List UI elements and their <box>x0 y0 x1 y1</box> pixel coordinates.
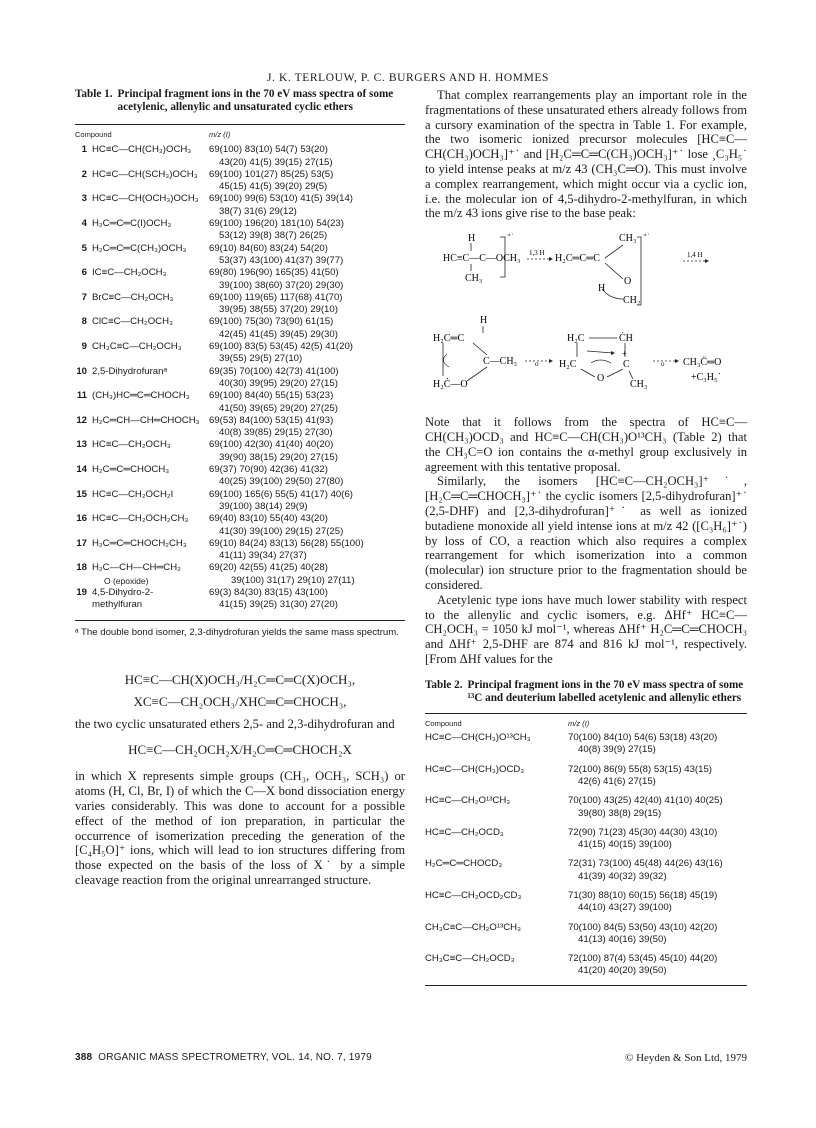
m3-h2c-top: H₂C═C <box>433 333 465 345</box>
row-number: 15 <box>76 488 87 500</box>
mz-cell: 72(100) 86(9) 55(8) 53(15) 43(15) <box>568 763 712 775</box>
table-row-continuation <box>425 965 747 977</box>
mz-cell: 71(30) 88(10) 60(15) 56(18) 45(19) <box>568 889 718 901</box>
product-2: +C₃H₅˙ <box>691 372 721 384</box>
compound-cell: CH₃C≡C—CH₂OCH₃ <box>92 341 182 353</box>
mz-cell-continued: 40(25) 39(100) 29(50) 27(80) <box>219 476 344 488</box>
mz-cell: 69(100) 99(6) 53(10) 41(5) 39(14) <box>209 193 353 205</box>
mz-cell: 69(100) 75(30) 73(90) 61(15) <box>209 316 334 328</box>
table-row-continuation <box>75 378 405 390</box>
arrow1-label: 1,3 H <box>529 249 545 258</box>
compound-cell: HC≡C—CH(CH₃)O¹³CH₃ <box>425 732 531 744</box>
row-number: 9 <box>81 341 87 353</box>
row-number: 18 <box>76 562 87 574</box>
table-row-continuation <box>75 427 405 439</box>
compound-cell: HC≡C—CH₂OCH₂CH₃ <box>92 513 189 525</box>
mz-cell-continued: 39(100) 38(60) 37(20) 29(30) <box>219 279 344 291</box>
compound-cell: H₂C═C═CHOCH₂CH₃ <box>92 537 187 549</box>
table-row <box>75 390 405 402</box>
table-row <box>75 439 405 451</box>
table-row <box>75 538 405 550</box>
mz-cell-continued: 42(6) 41(6) 27(15) <box>578 775 656 787</box>
arrow3-marker: o <box>535 360 539 369</box>
row-number: 14 <box>76 464 87 476</box>
mz-cell-continued: 39(90) 38(15) 29(20) 27(15) <box>219 451 338 463</box>
mz-cell-continued: 38(7) 31(6) 29(12) <box>219 205 297 217</box>
row-number: 4 <box>81 218 87 230</box>
row-number: 16 <box>76 513 87 525</box>
row-number-spacer <box>75 206 92 218</box>
compound-cell-continued <box>92 280 209 292</box>
compound-cell-continued <box>92 526 209 538</box>
formula-3: HC≡C—CH₂OCH₂X/H₂C═C═CHOCH₂X <box>128 742 352 758</box>
compound-cell-continued <box>92 353 209 365</box>
table-row <box>425 764 747 776</box>
compound-cell-continued <box>92 304 209 316</box>
compound-cell: HC≡C—CH₂O¹³CH₃ <box>425 795 511 807</box>
table-row-continuation <box>425 839 747 851</box>
compound-cell: 2,5-Dihydrofuranᵃ <box>92 365 168 377</box>
m2-charge: ⁺˙ <box>643 232 650 242</box>
m1-top-h: H <box>468 233 476 245</box>
mz-cell-continued: 41(20) 40(20) 39(50) <box>578 965 667 977</box>
mz-cell: 69(80) 196(90) 165(35) 41(50) <box>209 267 339 279</box>
mz-cell-continued: 53(12) 39(8) 38(7) 26(25) <box>219 230 328 242</box>
mz-cell-continued: 41(39) 40(32) 39(32) <box>578 870 667 882</box>
row-number-spacer <box>75 501 92 513</box>
formula-1: HC≡C—CH(X)OCH₃/H₂C═C═C(X)OCH₃, <box>124 671 356 687</box>
compound-cell: H₂C═C═CHOCH₃ <box>92 464 170 476</box>
compound-cell: HC≡C—CH(CH₃)OCD₃ <box>425 763 525 775</box>
table-row <box>75 587 405 599</box>
row-number: 10 <box>76 365 87 377</box>
mz-cell-continued: 44(10) 43(27) 39(100) <box>578 902 672 914</box>
compound-cell-continued <box>92 550 209 562</box>
row-number: 13 <box>76 439 87 451</box>
compound-cell-spacer <box>425 808 568 820</box>
table-row-continuation <box>425 776 747 788</box>
compound-cell: HC≡C—CH(SCH₃)OCH₃ <box>92 168 198 180</box>
arrow2-label: 1,4 H <box>687 251 703 260</box>
table2-body <box>425 732 747 978</box>
table-row <box>75 144 405 156</box>
table1 <box>75 125 405 612</box>
compound-cell: IC≡C—CH₂OCH₃ <box>92 267 167 279</box>
row-number-spacer <box>75 403 92 415</box>
table-row-continuation <box>75 353 405 365</box>
compound-cell: CH₃C≡C—CH₂OCD₃ <box>425 953 515 965</box>
row-number-spacer <box>75 550 92 562</box>
row-number: 12 <box>76 414 87 426</box>
mz-cell-continued: 40(8) 39(9) 27(15) <box>578 744 656 756</box>
table-row-continuation <box>75 230 405 242</box>
compound-cell: HC≡C—CH₂OCD₃ <box>425 826 504 838</box>
row-number: 6 <box>81 267 87 279</box>
compound-cell-continued <box>92 329 209 341</box>
mz-cell-continued: 41(50) 39(65) 29(20) 27(25) <box>219 402 338 414</box>
mz-cell: 72(31) 73(100) 45(48) 44(26) 43(16) <box>568 858 723 870</box>
table-row-continuation <box>75 157 405 169</box>
m1-charge: ⁺˙ <box>507 232 514 242</box>
compound-cell: HC≡C—CH₂OCH₃ <box>92 439 171 451</box>
m3-h: H <box>480 315 488 327</box>
table1-caption-text: Principal fragment ions in the 70 eV mass spectra of some acetylenic, allenylic and unsaturated cyclic ethers <box>117 88 394 113</box>
row-number-spacer <box>75 526 92 538</box>
table2-caption <box>425 679 747 705</box>
row-number: 2 <box>81 168 87 180</box>
row-number: 1 <box>81 144 87 156</box>
row-number-spacer <box>75 476 92 488</box>
mz-cell-continued: 43(20) 41(5) 39(15) 27(15) <box>219 156 333 168</box>
mz-cell-continued: 42(45) 41(45) 39(45) 29(30) <box>219 328 338 340</box>
table-row-continuation <box>75 280 405 292</box>
compound-cell-spacer <box>425 776 568 788</box>
scheme-svg <box>425 229 747 409</box>
compound-cell: BrC≡C—CH₂OCH₃ <box>92 291 174 303</box>
compound-cell: H₂C═CH—CH═CHOCH₃ <box>92 414 200 426</box>
table-row <box>75 316 405 328</box>
compound-cell-continued: methylfuran <box>92 599 143 611</box>
table2-header <box>425 714 747 732</box>
table-row-continuation <box>75 181 405 193</box>
row-number: 19 <box>76 586 87 598</box>
table-row <box>75 489 405 501</box>
compound-cell-continued <box>92 403 209 415</box>
m4-c: C <box>623 359 630 371</box>
mz-cell: 69(10) 84(60) 83(24) 54(20) <box>209 242 328 254</box>
mz-cell-continued: 53(37) 43(100) 41(37) 39(77) <box>219 254 344 266</box>
copyright: © Heyden & Son Ltd, 1979 <box>624 1052 747 1064</box>
table1-body <box>75 144 405 611</box>
mz-cell-continued: 39(80) 38(8) 29(15) <box>578 807 662 819</box>
compound-cell-continued <box>92 427 209 439</box>
mz-cell-continued: 41(13) 40(16) 39(50) <box>578 933 667 945</box>
compound-cell-spacer <box>425 965 568 977</box>
table2 <box>425 714 747 978</box>
table-row-continuation <box>75 550 405 562</box>
footer-left <box>75 1052 372 1063</box>
mz-cell: 69(100) 119(65) 117(68) 41(70) <box>209 291 343 303</box>
table1-col-compound: Compound <box>75 130 112 139</box>
row-number-spacer <box>75 599 92 611</box>
mz-cell: 69(100) 83(10) 54(7) 53(20) <box>209 144 328 156</box>
table-row-continuation <box>75 599 405 611</box>
compound-cell: 4,5-Dihydro-2- <box>92 586 154 598</box>
mz-cell-continued: 41(30) 39(100) 29(15) 27(25) <box>219 525 344 537</box>
table-row <box>75 243 405 255</box>
formula-2: XC≡C—CH₂OCH₃/XHC═C═CHOCH₃, <box>133 693 347 709</box>
compound-cell: ClC≡C—CH₂OCH₃ <box>92 316 173 328</box>
compound-cell-continued <box>92 181 209 193</box>
row-number-spacer <box>75 255 92 267</box>
table-row <box>75 169 405 181</box>
table-row <box>425 922 747 934</box>
row-number: 5 <box>81 242 87 254</box>
table-row-continuation <box>425 744 747 756</box>
table1-label: Table 1. <box>75 88 113 100</box>
compound-cell-spacer <box>425 871 568 883</box>
mz-cell-continued: 40(30) 39(95) 29(20) 27(15) <box>219 377 338 389</box>
m2-o: O <box>624 276 632 288</box>
right-paragraph-4: Acetylenic type ions have much lower stability with respect to the allenylic and cyclic isomers, e.g. ΔHf⁺ HC≡C—CH₂OCH₃ = 1050 kJ mol⁻¹, whereas ΔHf⁺ H₂C═C═CHOCH₃ and ΔHf⁺ 2,5-DHF are 874 and 816 kJ mol⁻¹, respectively. [From ΔHf values for the <box>425 592 747 666</box>
mz-cell: 72(90) 71(23) 45(30) 44(30) 43(10) <box>568 826 718 838</box>
table-row-continuation <box>75 575 405 587</box>
row-number: 7 <box>81 291 87 303</box>
compound-cell-continued <box>92 501 209 513</box>
mz-cell: 69(100) 42(30) 41(40) 40(20) <box>209 439 334 451</box>
compound-cell-continued <box>92 255 209 267</box>
row-number: 17 <box>76 537 87 549</box>
table-row <box>75 267 405 279</box>
table-row <box>425 890 747 902</box>
mz-cell: 69(100) 83(5) 53(45) 42(5) 41(20) <box>209 341 353 353</box>
compound-cell-spacer <box>425 839 568 851</box>
m4-h2c-low: H₂C <box>559 359 577 371</box>
table-row-continuation <box>75 403 405 415</box>
compound-cell: HC≡C—CH₂OCH₂I <box>92 488 174 500</box>
mz-cell-continued: 39(100) 31(17) 29(10) 27(11) <box>231 574 355 586</box>
table2-caption-text: Principal fragment ions in the 70 eV mass spectra of some ¹³C and deuterium labelled acetylenic and allenylic ethers <box>467 678 744 704</box>
compound-cell: (CH₃)HC═C═CHOCH₃ <box>92 390 190 402</box>
compound-cell: HC≡C—CH₂OCD₂CD₃ <box>425 889 522 901</box>
left-paragraph-1: the two cyclic unsaturated ethers 2,5- and 2,3-dihydrofuran and <box>75 716 395 731</box>
right-paragraph-1: That complex rearrangements play an important role in the fragmentations of these unsaturated ethers already follows from a cursory examination of the spectra in Table 1. For example, the two isomeric ionized precursor molecules [HC≡C—CH(CH₃)OCH₃]⁺˙ and [H₂C═C═C(CH₃)OCH₃]⁺˙ lose ¸C₃H₅˙ to yield intense peaks at m/z 43 (CH₃C═O). This must involve a complex rearrangement, which might occur via a cyclic ion, i.e. the molecular ion of 4,5-dihydro-2-methylfuran, in which the m/z 43 ions give rise to the base peak: <box>425 88 747 221</box>
left-paragraph-2: in which X represents simple groups (CH₃, OCH₃, SCH₃) or atoms (H, Cl, Br, I) of which the C—X bond dissociation energy varies considerably. This was done to account for a possible effect of the method of ion preparation, in particular the occurrence of isomerization preceding the generation of the [C₄H₅O]⁺ ions, which will lead to ion structures differing from those expected on the basis of the loss of X˙ by a simple cleavage reaction from the original unrearranged structure. <box>75 769 405 887</box>
mz-cell-continued: 39(95) 38(55) 37(20) 29(10) <box>219 304 338 316</box>
row-number-spacer <box>75 280 92 292</box>
m4-ch3: CH₃ <box>630 379 648 391</box>
table-row <box>425 953 747 965</box>
journal-name: ORGANIC MASS SPECTROMETRY, VOL. 14, NO. 7, 1979 <box>98 1052 372 1063</box>
m2-ch2: CH₂ <box>623 295 641 307</box>
table-row <box>75 464 405 476</box>
left-column <box>75 88 405 888</box>
mz-cell: 69(53) 84(100) 53(15) 41(93) <box>209 414 334 426</box>
mz-cell: 72(100) 87(4) 53(45) 45(10) 44(20) <box>568 953 718 965</box>
table2-col-mz: m/z (I) <box>568 718 590 728</box>
table-row <box>425 827 747 839</box>
table-row-continuation <box>425 902 747 914</box>
page-number: 388 <box>75 1052 93 1063</box>
compound-cell-continued <box>92 452 209 464</box>
row-number: 3 <box>81 193 87 205</box>
mz-cell-continued: 45(15) 41(5) 39(20) 29(5) <box>219 181 328 193</box>
mz-cell: 69(20) 42(55) 41(25) 40(28) <box>209 562 328 574</box>
row-number: 8 <box>81 316 87 328</box>
mz-cell: 69(35) 70(100) 42(73) 41(100) <box>209 365 339 377</box>
m1-ch3: CH₃ <box>465 273 483 285</box>
compound-cell: H₂C═C═CHOCD₃ <box>425 858 503 870</box>
compound-cell: H₂C═C═C(I)OCH₃ <box>92 218 172 230</box>
table1-bottom-rule <box>75 620 405 621</box>
table-row <box>425 795 747 807</box>
row-number-spacer <box>75 181 92 193</box>
row-number: 11 <box>76 390 87 402</box>
mz-cell: 69(40) 83(10) 55(40) 43(20) <box>209 513 328 525</box>
mz-cell-continued: 41(11) 39(34) 27(37) <box>219 550 307 562</box>
mz-cell-continued: 40(8) 39(85) 29(15) 27(30) <box>219 427 333 439</box>
m4-ch: ĊH <box>619 333 633 345</box>
compound-cell: HC≡C—CH(OCH₃)OCH₃ <box>92 193 199 205</box>
mz-cell: 69(100) 84(40) 55(15) 53(23) <box>209 390 334 402</box>
table1-caption <box>75 88 405 114</box>
m3-h2c-o: H₂Ċ—O <box>433 379 468 391</box>
row-number-spacer <box>75 304 92 316</box>
compound-cell-spacer <box>425 902 568 914</box>
table-row <box>425 732 747 744</box>
row-number-spacer <box>75 157 92 169</box>
table-row-continuation <box>425 934 747 946</box>
table-row-continuation <box>75 255 405 267</box>
compound-cell-continued: O (epoxide) <box>104 575 149 586</box>
table-row <box>75 513 405 525</box>
compound-cell: CH₃C≡C—CH₂O¹³CH₃ <box>425 921 522 933</box>
row-number-spacer <box>75 230 92 242</box>
table-row-continuation <box>75 476 405 488</box>
right-column <box>425 88 747 986</box>
mz-cell: 69(100) 196(20) 181(10) 54(23) <box>209 218 344 230</box>
m4-plus: + <box>622 349 627 359</box>
table-row <box>75 415 405 427</box>
mz-cell: 69(37) 70(90) 42(36) 41(32) <box>209 464 328 476</box>
compound-cell-spacer <box>425 934 568 946</box>
m2-chain: H₂C═C═C <box>555 253 600 265</box>
table-row <box>75 218 405 230</box>
compound-cell-continued <box>92 378 209 390</box>
table2-col-compound: Compound <box>425 718 462 728</box>
mz-cell: 69(10) 84(24) 83(13) 56(28) 55(100) <box>209 537 364 549</box>
table-row <box>75 193 405 205</box>
table-row <box>75 562 405 574</box>
row-number-spacer <box>75 353 92 365</box>
m1-chain: HC≡C—C—OCH₃ <box>443 253 521 265</box>
row-number-spacer <box>75 329 92 341</box>
m3-c-ch3: C—CH₃ <box>483 356 518 368</box>
compound-cell-spacer <box>425 744 568 756</box>
right-paragraph-2: Note that it follows from the spectra of HC≡C—CH(CH₃)OCD₃ and HC≡C—CH(CH₃)O¹³CH₃ (Table 2) that the CH₃C=O ion contains the α-methyl group exclusively in agreement with this tentative proposal. <box>425 415 747 474</box>
row-number-spacer <box>75 452 92 464</box>
table-row-continuation <box>75 329 405 341</box>
table1-col-mz: m/z (I) <box>209 130 231 139</box>
right-paragraph-3: Similarly, the isomers [HC≡C—CH₂OCH₃]⁺˙, [H₂C═C═CHOCH₃]⁺˙ the cyclic isomers [2,5-dihydrofuran]⁺˙ (2,5-DHF) and [2,3-dihydrofuran]⁺˙ as well as ionized butadiene monoxide all yield intense ions at m/z 42 ([C₃H₆]⁺˙) by loss of CO, a reaction which also requires a complex rearrangement for which isomerization into a common (molecular) ion structure prior to the fragmentation should be considered. <box>425 474 747 592</box>
compound-cell-continued <box>92 206 209 218</box>
mz-cell: 69(100) 165(6) 55(5) 41(17) 40(6) <box>209 488 353 500</box>
row-number-spacer <box>75 575 92 587</box>
compound-cell-continued <box>92 476 209 488</box>
mz-cell-continued: 39(55) 29(5) 27(10) <box>219 353 303 365</box>
reaction-scheme <box>425 229 747 409</box>
mz-cell-continued: 41(15) 40(15) 39(100) <box>578 839 672 851</box>
table-row <box>75 341 405 353</box>
mz-cell: 69(100) 101(27) 85(25) 53(5) <box>209 168 334 180</box>
compound-cell-continued <box>92 157 209 169</box>
mz-cell: 69(3) 84(30) 83(15) 43(100) <box>209 586 328 598</box>
m2-ch3: CH₃ <box>619 233 637 245</box>
table1-footnote: ᵃ The double bond isomer, 2,3-dihydrofuran yields the same mass spectrum. <box>75 626 399 638</box>
table-row-continuation <box>75 206 405 218</box>
table-row-continuation <box>75 304 405 316</box>
compound-cell-continued <box>92 230 209 242</box>
m4-h2c: H₂C <box>567 333 585 345</box>
compound-cell: H₂C—CH—CH═CH₂ <box>92 562 181 574</box>
compound-cell: HC≡C—CH(CH₃)OCH₃ <box>92 144 192 156</box>
m4-o: O <box>597 373 605 385</box>
mz-cell: 70(100) 84(5) 53(50) 43(10) 42(20) <box>568 921 718 933</box>
compound-cell: H₂C═C═C(CH₃)OCH₃ <box>92 242 187 254</box>
row-number-spacer <box>75 427 92 439</box>
mz-cell-continued: 39(100) 38(14) 29(9) <box>219 500 308 512</box>
mz-cell: 70(100) 84(10) 54(6) 53(18) 43(20) <box>568 732 718 744</box>
row-number-spacer <box>75 378 92 390</box>
table-row-continuation <box>425 808 747 820</box>
product-1: CH₃C̈═O <box>683 357 722 369</box>
table-row-continuation <box>75 452 405 464</box>
table-row-continuation <box>75 501 405 513</box>
arrow4-marker: o <box>661 360 665 369</box>
mz-cell-continued: 41(15) 39(25) 31(30) 27(20) <box>219 599 338 611</box>
running-head: J. K. TERLOUW, P. C. BURGERS AND H. HOMMES <box>266 72 550 84</box>
table-row <box>425 858 747 870</box>
table1-header <box>75 125 405 144</box>
table-row <box>75 366 405 378</box>
m2-h: H <box>598 283 606 295</box>
table-row-continuation <box>75 526 405 538</box>
table-row-continuation <box>425 871 747 883</box>
table2-label: Table 2. <box>425 678 463 691</box>
table2-bottom-rule <box>425 985 747 986</box>
mz-cell: 70(100) 43(25) 42(40) 41(10) 40(25) <box>568 795 723 807</box>
table-row <box>75 292 405 304</box>
